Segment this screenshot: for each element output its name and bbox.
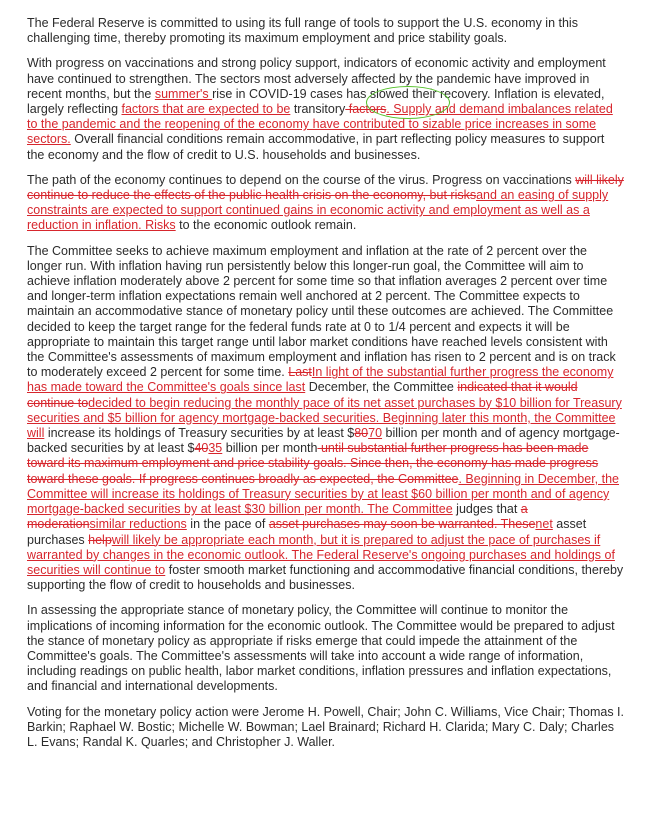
deleted-text: will likely continue to reduce the effects of the public health crisis on the economy, but risks xyxy=(27,172,624,203)
text: judges that xyxy=(452,502,521,517)
paragraph-policy xyxy=(27,244,625,594)
deleted-text: until substantial further progress has been made toward its maximum employment and price stability goals. Since then, the economy has made progress toward these goals. If progress continues broadly as expected, the Committee xyxy=(27,441,599,486)
deleted-text: asset purchases may soon be warranted. These xyxy=(268,517,536,532)
inserted-text: similar reductions xyxy=(89,517,187,532)
text: With progress on vaccinations and strong policy support, indicators of economic activity and employment have continued to strengthen. The sectors most adversely affected by the pandemic have improved in recent months, but the xyxy=(27,56,606,101)
text: to the economic outlook remain. xyxy=(175,218,357,233)
text: rise in COVID-19 cases has slowed their recovery. Inflation is elevated, largely reflecting xyxy=(27,86,605,117)
text: The Committee seeks to achieve maximum employment and inflation at the rate of 2 percent over the longer run. With inflation having run persistently below this longer-run goal, the Committee will aim to achieve inflation moderately above 2 percent for some time so that inflation averages 2 percent over time and longer-term inflation expectations remain well anchored at 2 percent. The Committee expects to maintain an accommodative stance of monetary policy until these outcomes are achieved. The Committee decided to keep the target range for the federal funds rate at 0 to 1/4 percent and expects it will be appropriate to maintain this target range until labor market conditions have reached levels consistent with the Committee's assessments of maximum employment and inflation has risen to 2 percent and is on track to moderately exceed 2 percent for some time. xyxy=(27,243,616,380)
text: December, the Committee xyxy=(305,380,458,395)
inserted-text: . Supply and demand imbalances related to the pandemic and the reopening of the economy have contributed to sizable price increases in some sectors. xyxy=(27,102,613,147)
text: foster smooth market functioning and accommodative financial conditions, thereby supporting the flow of credit to households and businesses. xyxy=(27,562,624,593)
statement-document xyxy=(27,16,625,760)
inserted-text: factors that are expected to be xyxy=(121,102,291,117)
inserted-text: In light of the substantial further progress the economy has made toward the Committee's goals since last xyxy=(27,365,614,395)
deleted-text: a moderation xyxy=(27,502,528,532)
text: asset purchases xyxy=(27,517,587,547)
deleted-text: indicated that it would continue to xyxy=(27,380,578,410)
text: transitory xyxy=(290,102,346,117)
inserted-text: 70 xyxy=(368,426,383,441)
deleted-text: help xyxy=(88,532,112,547)
paragraph-economy xyxy=(27,56,625,162)
paragraph-outlook xyxy=(27,173,625,234)
deleted-text: 80 xyxy=(354,426,369,441)
inserted-text: decided to begin reducing the monthly pace of its net asset purchases by $10 billion for Treasury securities and $5 billion for agency mortgage-backed securities. Beginning later this month, the Committee will xyxy=(27,395,622,441)
paragraph-intro: The Federal Reserve is committed to using its full range of tools to support the U.S. economy in this challenging time, thereby promoting its maximum employment and price stability goals. xyxy=(27,16,578,46)
paragraph-voting: Voting for the monetary policy action were Jerome H. Powell, Chair; John C. Williams, Vice Chair; Thomas I. Barkin; Raphael W. Bostic; Michelle W. Bowman; Lael Brainard; Richard H. Clarida; Mary C. Daly; Charles L. Evans; Randal K. Quarles; and Christopher J. Waller. xyxy=(27,704,624,749)
deleted-text: factors xyxy=(345,102,387,117)
deleted-text: 40 xyxy=(194,441,209,456)
paragraph-assessment: In assessing the appropriate stance of monetary policy, the Committee will continue to monitor the implications of incoming information for the economic outlook. The Committee would be prepared to adjust the stance of monetary policy as appropriate if risks emerge that could impede the attainment of the Committee's goals. The Committee's assessments will take into account a wide range of information, including readings on public health, labor market conditions, inflation pressures and inflation expectations, and financial and international developments. xyxy=(27,603,615,694)
inserted-text: will likely be appropriate each month, but it is prepared to adjust the pace of purchases if warranted by changes in the economic outlook. The Federal Reserve's ongoing purchases and holdings of securities will continue to xyxy=(27,532,615,577)
text: billion per month and of agency mortgage-backed securities by at least $ xyxy=(27,426,620,456)
text: increase its holdings of Treasury securities by at least $ xyxy=(44,426,355,441)
inserted-text: 35 xyxy=(208,441,223,456)
text: The path of the economy continues to depend on the course of the virus. Progress on vaccinations xyxy=(27,172,576,187)
text: billion per month xyxy=(222,441,318,456)
inserted-text: and an easing of supply constraints are expected to support continued gains in economic activity and employment as well as a reduction in inflation. Risks xyxy=(27,188,609,233)
inserted-text: net xyxy=(535,517,553,532)
inserted-text: . Beginning in December, the Committee will increase its holdings of Treasury securities by at least $60 billion per month and of agency mortgage-backed securities by at least $30 billion per month. The Committee xyxy=(27,471,620,517)
text: in the pace of xyxy=(186,517,269,532)
deleted-text: Last xyxy=(288,365,312,380)
inserted-text: summer's xyxy=(154,86,213,101)
text: Overall financial conditions remain accommodative, in part reflecting policy measures to support the economy and the flow of credit to U.S. households and businesses. xyxy=(27,132,605,162)
